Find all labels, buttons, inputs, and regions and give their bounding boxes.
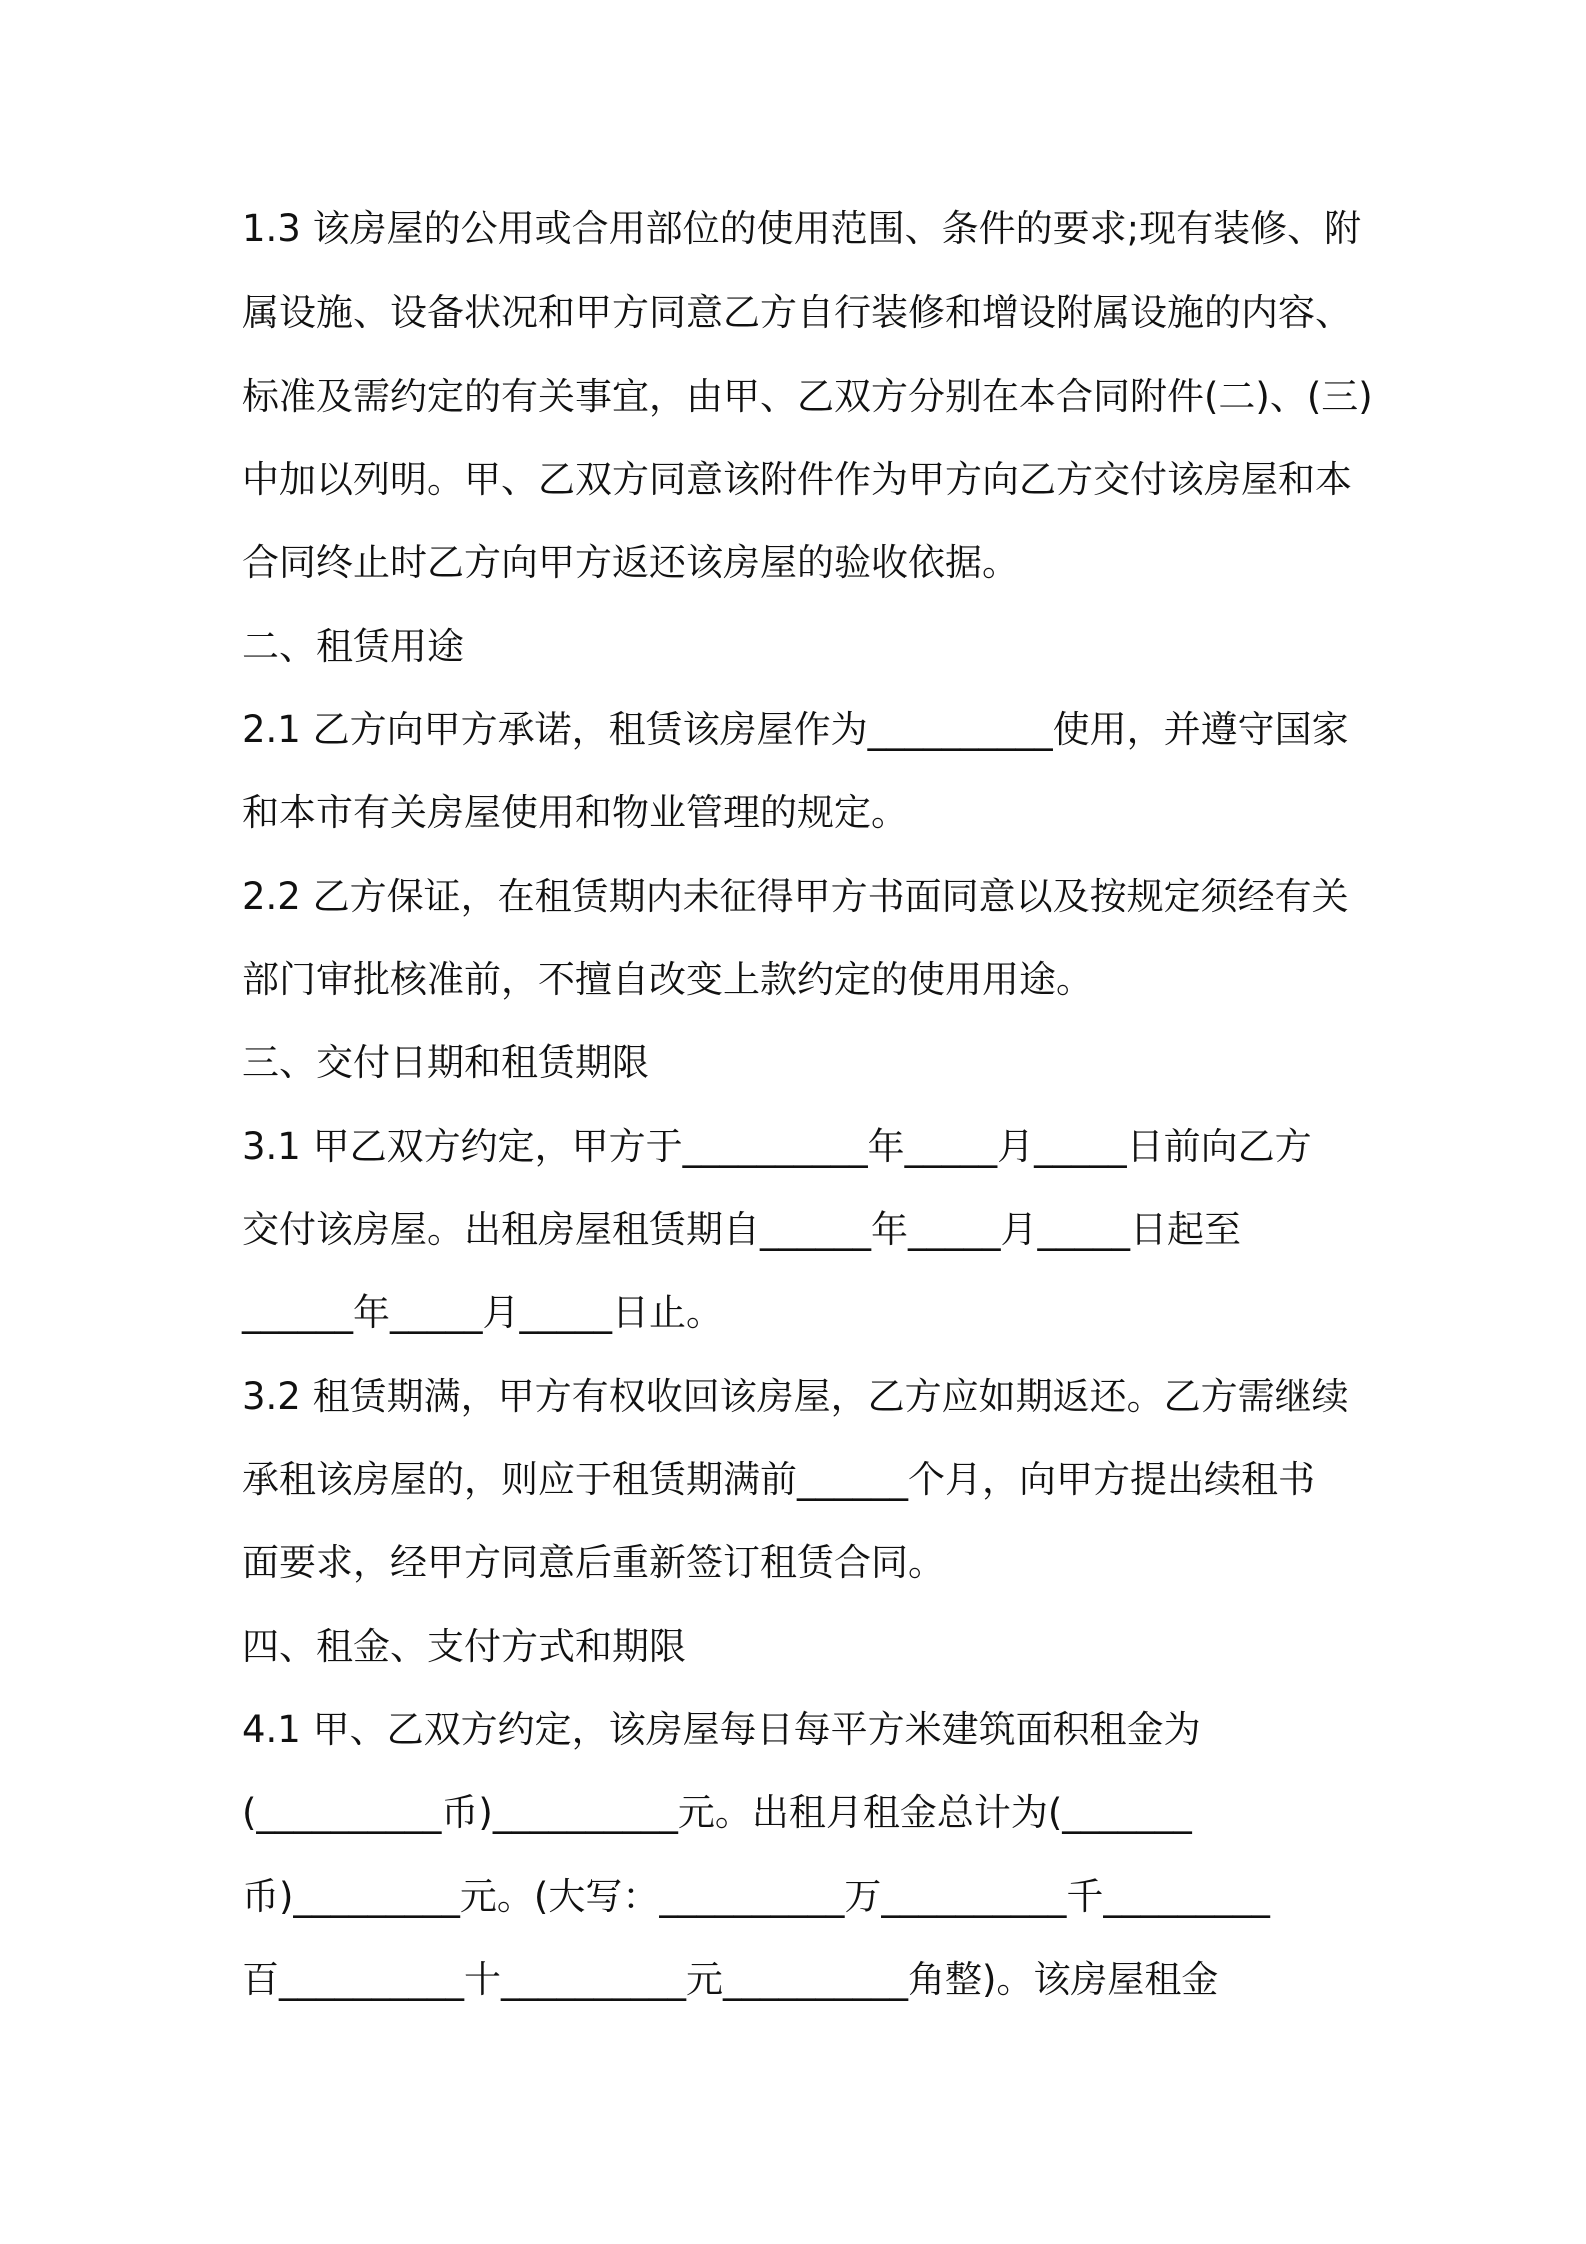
text-line: 中加以列明。甲、乙双方同意该附件作为甲方向乙方交付该房屋和本 — [242, 458, 1352, 501]
text-line: 百__________十__________元__________角整)。该房屋租金 — [242, 1958, 1219, 2001]
text-line: 2.2 乙方保证，在租赁期内未征得甲方书面同意以及按规定须经有关 — [242, 875, 1349, 918]
text-line: 交付该房屋。出租房屋租赁期自______年_____月_____日起至 — [242, 1208, 1241, 1251]
text-line: 属设施、设备状况和甲方同意乙方自行装修和增设附属设施的内容、 — [242, 291, 1352, 334]
text-line: 币)_________元。(大写：__________万__________千_________ — [242, 1875, 1270, 1918]
text-line: 3.2 租赁期满，甲方有权收回该房屋，乙方应如期返还。乙方需继续 — [242, 1375, 1349, 1418]
section-heading: 二、租赁用途 — [242, 625, 464, 668]
text-line: (__________币)__________元。出租月租金总计为(_______ — [242, 1791, 1192, 1834]
text-line: 3.1 甲乙双方约定，甲方于__________年_____月_____日前向乙方 — [242, 1125, 1312, 1168]
section-heading: 三、交付日期和租赁期限 — [242, 1041, 649, 1084]
text-line: 面要求，经甲方同意后重新签订租赁合同。 — [242, 1541, 945, 1584]
text-line: 标准及需约定的有关事宜，由甲、乙双方分别在本合同附件(二)、(三) — [242, 375, 1373, 418]
section-heading: 四、租金、支付方式和期限 — [242, 1625, 686, 1668]
text-line: 4.1 甲、乙双方约定，该房屋每日每平方米建筑面积租金为 — [242, 1708, 1201, 1751]
text-line: 部门审批核准前，不擅自改变上款约定的使用用途。 — [242, 958, 1093, 1001]
text-line: ______年_____月_____日止。 — [242, 1291, 723, 1334]
text-line: 合同终止时乙方向甲方返还该房屋的验收依据。 — [242, 541, 1019, 584]
text-line: 承租该房屋的，则应于租赁期满前______个月，向甲方提出续租书 — [242, 1458, 1315, 1501]
text-line: 1.3 该房屋的公用或合用部位的使用范围、条件的要求;现有装修、附 — [242, 207, 1362, 250]
text-line: 2.1 乙方向甲方承诺，租赁该房屋作为__________使用，并遵守国家 — [242, 708, 1349, 751]
text-line: 和本市有关房屋使用和物业管理的规定。 — [242, 791, 908, 834]
